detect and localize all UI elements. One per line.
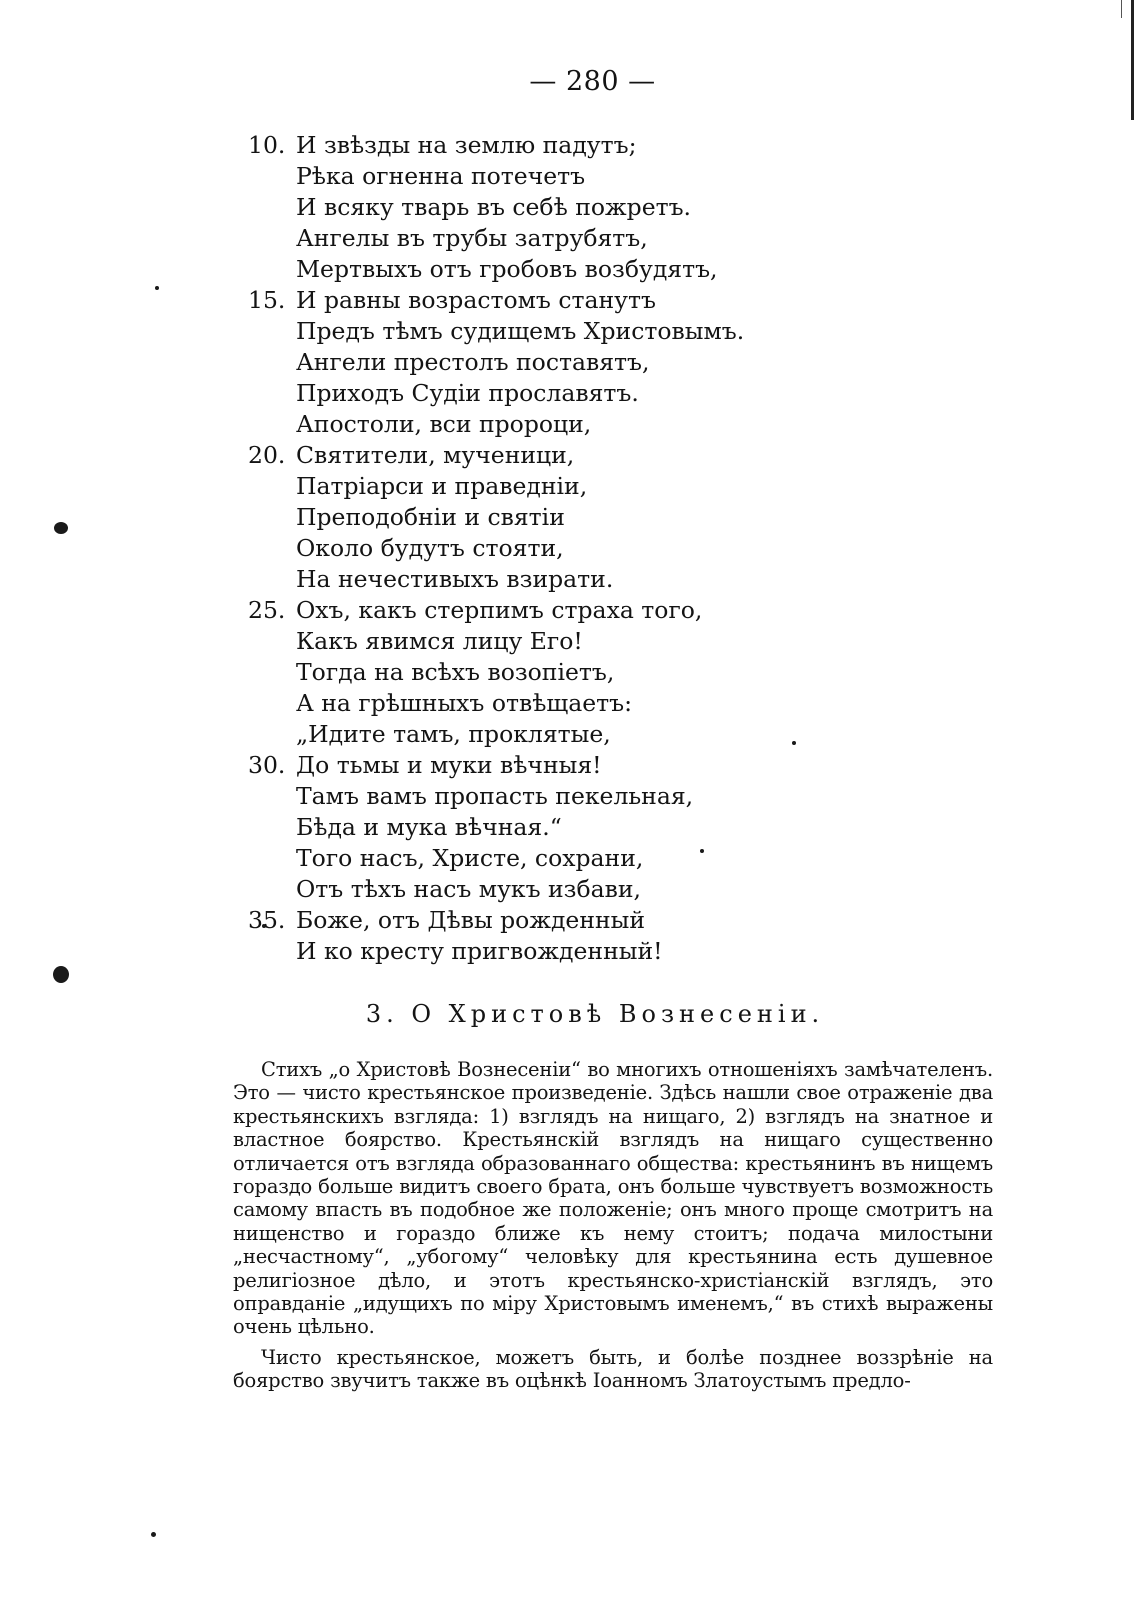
verse-line bbox=[248, 285, 948, 316]
verse-line-text: Какъ явимся лицу Его! bbox=[296, 627, 583, 655]
verse-line bbox=[248, 688, 948, 719]
page-number: — 280 — bbox=[529, 66, 656, 97]
verse-line-number: 35. bbox=[248, 906, 286, 934]
verse-line bbox=[248, 936, 948, 967]
verse-line bbox=[248, 750, 948, 781]
verse-line-text: Рѣка огненна потечетъ bbox=[296, 162, 586, 190]
verse-line-number: 30. bbox=[248, 751, 286, 779]
verse-line bbox=[248, 223, 948, 254]
verse-line-text: Апостоли, вси пророци, bbox=[296, 410, 592, 438]
verse-line bbox=[248, 378, 948, 409]
verse-line bbox=[248, 471, 948, 502]
verse-line bbox=[248, 502, 948, 533]
verse-block bbox=[248, 130, 948, 967]
verse-line bbox=[248, 874, 948, 905]
verse-line-text: Ангели престолъ поставятъ, bbox=[296, 348, 650, 376]
verse-line-text: Того насъ, Христе, сохрани, bbox=[296, 844, 644, 872]
verse-line-text: „Идите тамъ, проклятые, bbox=[296, 720, 611, 748]
verse-line-text: Около будутъ стояти, bbox=[296, 534, 564, 562]
verse-line-number: 20. bbox=[248, 441, 286, 469]
scan-edge-mark-thin bbox=[1121, 0, 1122, 18]
verse-line-text: Боже, отъ Дѣвы рожденный bbox=[296, 906, 646, 934]
verse-line-text: Святители, мученици, bbox=[296, 441, 575, 469]
verse-line-text: Преподобніи и святіи bbox=[296, 503, 565, 531]
verse-line-number: 25. bbox=[248, 596, 286, 624]
verse-line bbox=[248, 595, 948, 626]
verse-line-text: И всяку тварь въ себѣ пожретъ. bbox=[296, 193, 692, 221]
verse-line-number: 15. bbox=[248, 286, 286, 314]
verse-line-text: Приходъ Судіи прославятъ. bbox=[296, 379, 639, 407]
scan-speck bbox=[151, 1532, 156, 1537]
verse-line-text: Ангелы въ трубы затрубятъ, bbox=[296, 224, 648, 252]
verse-line bbox=[248, 657, 948, 688]
verse-line-number: 10. bbox=[248, 131, 286, 159]
scan-speck bbox=[155, 286, 159, 290]
verse-line bbox=[248, 130, 948, 161]
verse-line-text: И равны возрастомъ станутъ bbox=[296, 286, 656, 314]
verse-line-text: Охъ, какъ стерпимъ страха того, bbox=[296, 596, 703, 624]
prose-paragraph-1: Стихъ „о Христовѣ Вознесеніи“ во многихъ отношеніяхъ замѣчателенъ. Это — чисто крестьянское произведеніе. Здѣсь нашли свое отраженіе два крестьянскихъ взгляда: 1) взглядъ на нищаго, 2) взглядъ на знатное и властное боярство. Крестьянскій взглядъ на нищаго существенно отличается отъ взгляда образованнаго общества: крестьянинъ въ нищемъ гораздо больше видитъ своего брата, онъ больше чувствуетъ возможность самому впасть въ подобное же положеніе; онъ много проще смотритъ на нищенство и гораздо ближе къ нему стоитъ; подача милостыни „несчастному“, „убогому“ человѣку для крестьянина есть душевное религіозное дѣло, и этотъ крестьянско-христіанскій взглядъ, это оправданіе „идущихъ по міру Христовымъ именемъ,“ въ стихѣ выражены очень цѣльно. bbox=[233, 1058, 993, 1339]
section-title: 3. О Христовѣ Вознесеніи. bbox=[365, 1000, 825, 1028]
scan-edge-mark bbox=[1131, 0, 1134, 120]
verse-line bbox=[248, 440, 948, 471]
verse-line bbox=[248, 812, 948, 843]
prose-paragraph-2: Чисто крестьянское, можетъ быть, и болѣе позднее воззрѣніе на боярство звучитъ также въ оцѣнкѣ Іоанномъ Златоустымъ предло- bbox=[233, 1346, 993, 1393]
verse-line bbox=[248, 347, 948, 378]
verse-line-text: Бѣда и мука вѣчная.“ bbox=[296, 813, 562, 841]
verse-line-text: Отъ тѣхъ насъ мукъ избави, bbox=[296, 875, 642, 903]
verse-line bbox=[248, 905, 948, 936]
verse-line bbox=[248, 161, 948, 192]
verse-line-text: И звѣзды на землю падутъ; bbox=[296, 131, 637, 159]
verse-line bbox=[248, 626, 948, 657]
verse-line-text: Тамъ вамъ пропасть пекельная, bbox=[296, 782, 694, 810]
verse-line-text: Предъ тѣмъ судищемъ Христовымъ. bbox=[296, 317, 745, 345]
verse-line-text: До тьмы и муки вѣчныя! bbox=[296, 751, 602, 779]
verse-line bbox=[248, 843, 948, 874]
verse-line bbox=[248, 781, 948, 812]
verse-line bbox=[248, 254, 948, 285]
verse-line bbox=[248, 533, 948, 564]
verse-line-text: И ко кресту пригвожденный! bbox=[296, 937, 663, 965]
scan-speck bbox=[54, 522, 68, 534]
verse-line-text: На нечестивыхъ взирати. bbox=[296, 565, 614, 593]
verse-line-text: Мертвыхъ отъ гробовъ возбудятъ, bbox=[296, 255, 718, 283]
scan-speck bbox=[53, 966, 69, 983]
verse-line bbox=[248, 564, 948, 595]
verse-line-text: А на грѣшныхъ отвѣщаетъ: bbox=[296, 689, 633, 717]
verse-line-text: Патріарси и праведніи, bbox=[296, 472, 588, 500]
verse-line-text: Тогда на всѣхъ возопіетъ, bbox=[296, 658, 615, 686]
verse-line bbox=[248, 316, 948, 347]
verse-line bbox=[248, 719, 948, 750]
verse-line bbox=[248, 409, 948, 440]
verse-line bbox=[248, 192, 948, 223]
